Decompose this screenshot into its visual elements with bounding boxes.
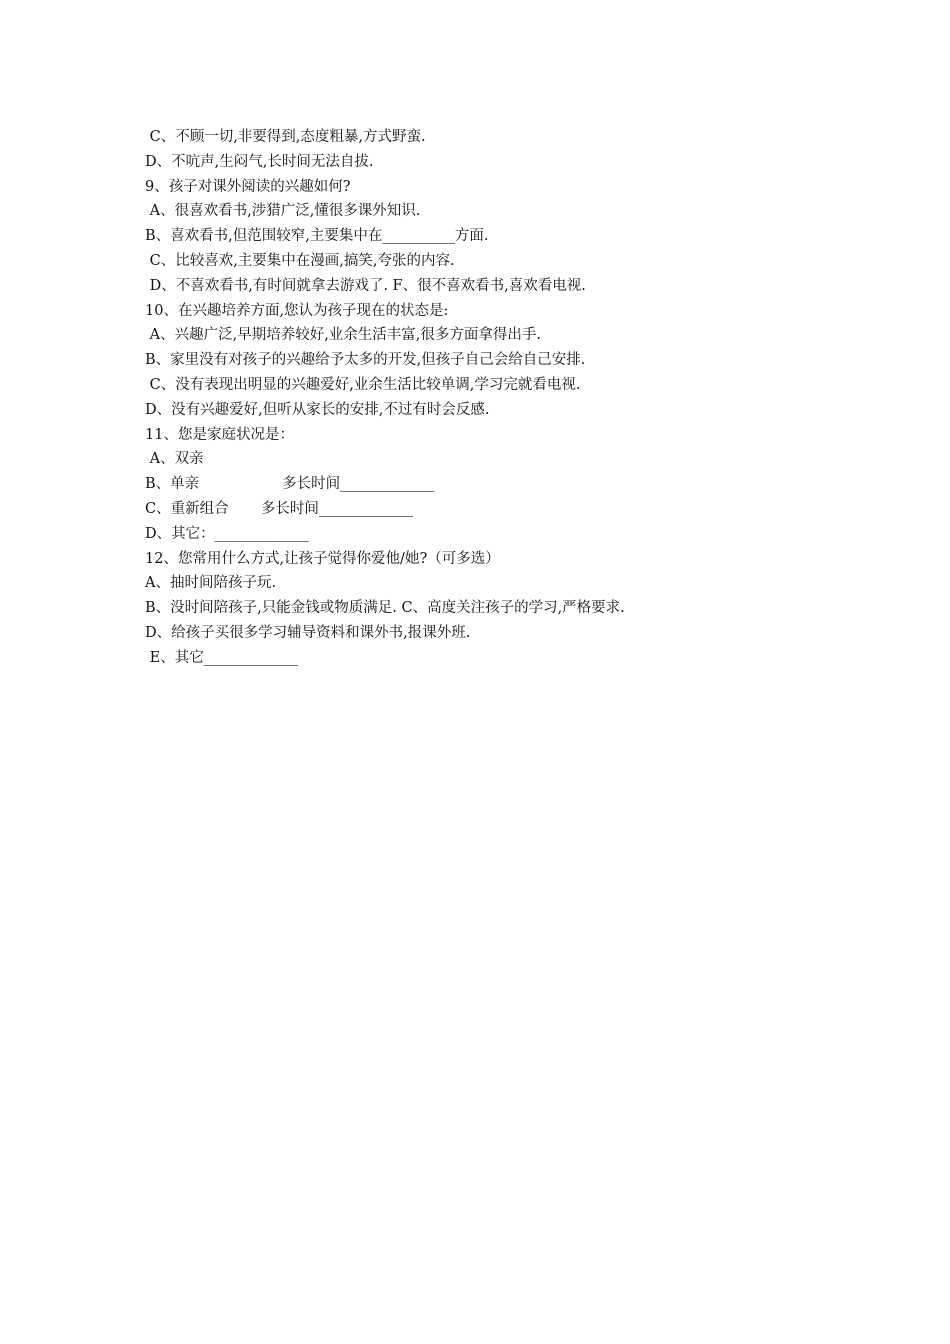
q9-option-d-f: D、不喜欢看书,有时间就拿去游戏了. F、很不喜欢看书,喜欢看电视. [145,277,586,294]
q11-option-d: D、其它：_____________ [145,525,309,542]
q12-option-e: E、其它_____________ [145,649,298,666]
q12-option-a: A、抽时间陪孩子玩. [145,575,277,592]
q11-option-c: C、重新组合 多长时间_____________ [145,500,414,517]
q12-option-b-c: B、没时间陪孩子,只能金钱或物质满足. C、高度关注孩子的学习,严格要求. [145,600,625,617]
q10-option-b: B、家里没有对孩子的兴趣给予太多的开发,但孩子自己会给自己安排. [145,352,586,369]
option-c-line: C、不顾一切,非要得到,态度粗暴,方式野蛮. [145,129,426,145]
q10-option-c: C、没有表现出明显的兴趣爱好,业余生活比较单调,学习完就看电视. [145,376,581,393]
q9-option-c: C、比较喜欢,主要集中在漫画,搞笑,夸张的内容. [145,252,455,269]
q12-option-d: D、给孩子买很多学习辅导资料和课外书,报课外班. [145,624,471,641]
question-10: 10、在兴趣培养方面,您认为孩子现在的状态是: [145,302,449,319]
question-12: 12、您常用什么方式,让孩子觉得你爱他/她?（可多选） [145,550,500,567]
question-9: 9、孩子对课外阅读的兴趣如何? [145,178,351,195]
q10-option-a: A、兴趣广泛,早期培养较好,业余生活丰富,很多方面拿得出手. [145,327,542,344]
question-11: 11、您是家庭状况是： [145,426,294,443]
q9-option-b: B、喜欢看书,但范围较窄,主要集中在__________方面. [145,228,489,245]
q10-option-d: D、没有兴趣爱好,但听从家长的安排,不过有时会反感. [145,401,490,418]
option-d-line: D、不吭声,生闷气,长时间无法自拔. [145,153,374,170]
q9-option-a: A、很喜欢看书,涉猎广泛,懂很多课外知识. [145,203,421,220]
q11-option-b: B、单亲 多长时间_____________ [145,476,435,493]
q11-option-a: A、双亲 [145,451,204,468]
survey-questions [145,125,845,671]
